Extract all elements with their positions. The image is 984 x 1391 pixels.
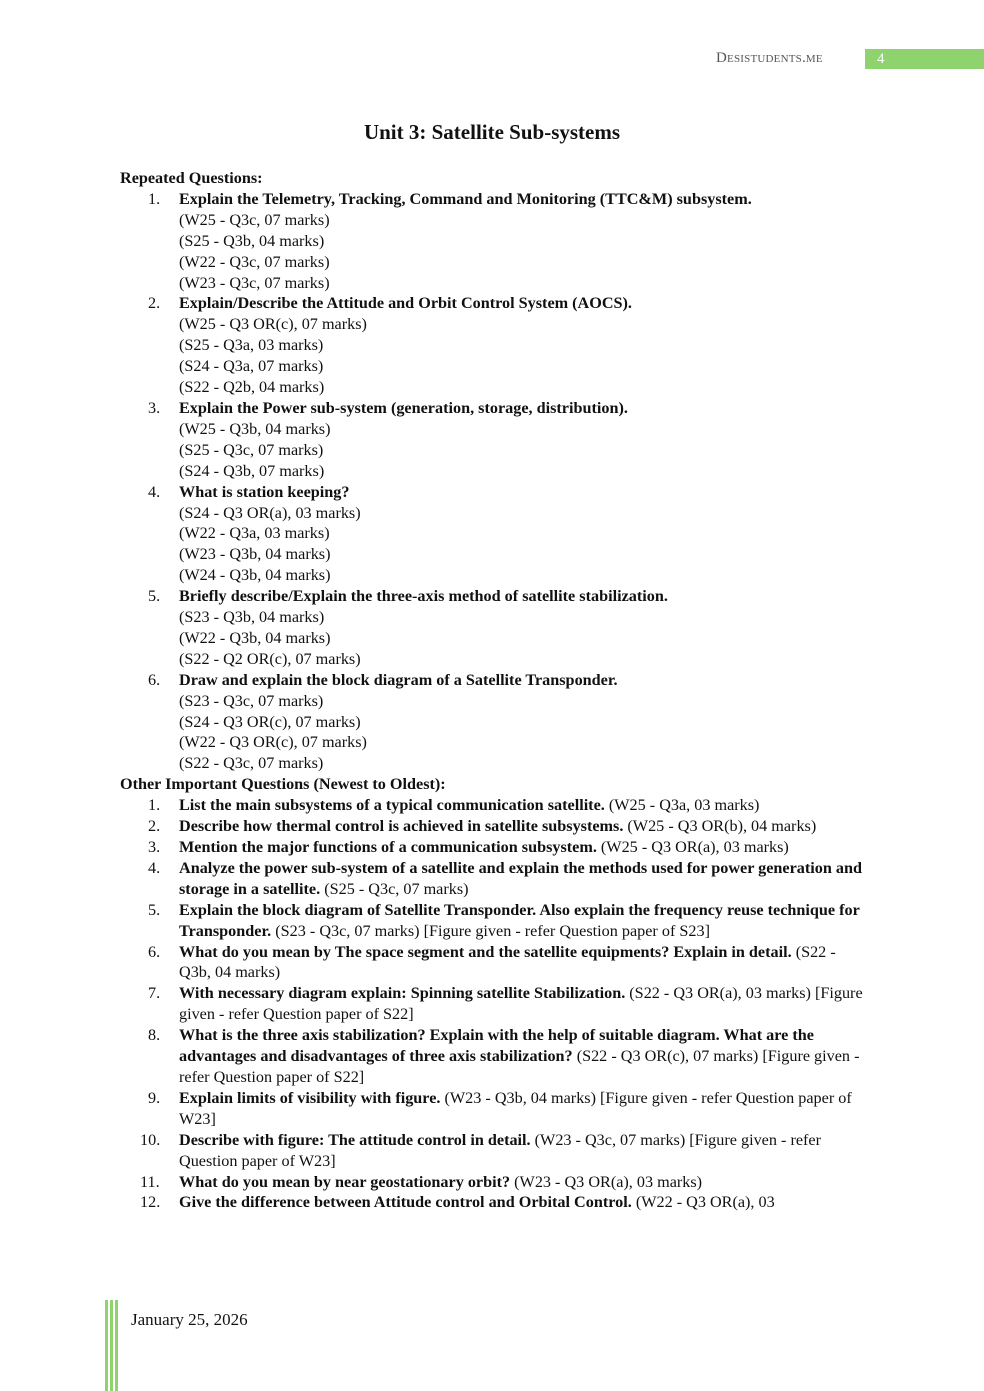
document-body [120, 168, 870, 1213]
exam-reference: (W24 - Q3b, 04 marks) [179, 566, 331, 585]
other-question-item [120, 983, 870, 1025]
exam-reference: (S23 - Q3b, 04 marks) [179, 608, 325, 627]
other-question-item [120, 1130, 870, 1172]
other-question-item [120, 1192, 870, 1213]
question-text: Describe how thermal control is achieved in satellite subsystems. [179, 817, 624, 836]
question-text: Analyze the power sub-system of a satellite and explain the methods used for power generation and storage in a satellite. [179, 858, 863, 898]
other-questions-list [120, 795, 870, 1213]
question-number: 6. [148, 942, 161, 961]
exam-reference: (S25 - Q3c, 07 marks) [324, 879, 469, 898]
repeated-questions-heading: Repeated Questions: [120, 169, 263, 187]
page-title: Unit 3: Satellite Sub-systems [363, 120, 621, 144]
exam-reference: (S23 - Q3c, 07 marks) [179, 691, 324, 710]
question-text: Describe with figure: The attitude control in detail. [179, 1130, 531, 1149]
question-number: 1. [148, 189, 161, 208]
question-text: Explain limits of visibility with figure. [179, 1088, 441, 1107]
other-question-item [120, 816, 870, 837]
question-number: 11. [140, 1172, 160, 1191]
question-text: What do you mean by near geostationary orbit? [179, 1172, 511, 1191]
question-number: 10. [140, 1130, 161, 1149]
question-text: Explain the Power sub-system (generation, storage, distribution). [179, 398, 628, 417]
exam-reference: (W22 - Q3a, 03 marks) [179, 524, 330, 543]
question-number: 8. [148, 1026, 161, 1045]
exam-reference: (S24 - Q3 OR(a), 03 marks) [179, 503, 361, 522]
exam-reference: (S25 - Q3a, 03 marks) [179, 336, 324, 355]
other-question-item [120, 837, 870, 858]
other-question-item [120, 1025, 870, 1088]
exam-reference: (S22 - Q3 OR(c), 07 marks) [Figure given - refer Question paper of S22] [179, 1047, 860, 1086]
question-number: 4. [148, 482, 161, 501]
question-text: Draw and explain the block diagram of a Satellite Transponder. [179, 670, 618, 689]
exam-reference: (W23 - Q3 OR(a), 03 marks) [514, 1172, 703, 1191]
question-number: 4. [148, 858, 161, 877]
exam-reference: (W25 - Q3 OR(b), 04 marks) [627, 817, 817, 836]
exam-reference: (W25 - Q3c, 07 marks) [179, 210, 330, 229]
exam-reference: (W22 - Q3 OR(a), 03 [635, 1193, 775, 1212]
other-question-item [120, 942, 870, 984]
question-text: What is station keeping? [179, 482, 350, 501]
exam-reference: (W23 - Q3c, 07 marks) [179, 273, 330, 292]
exam-reference: (S23 - Q3c, 07 marks) [Figure given - refer Question paper of S23] [275, 921, 710, 940]
exam-reference: (W22 - Q3 OR(c), 07 marks) [179, 733, 367, 752]
question-number: 3. [148, 398, 161, 417]
other-question-item [120, 858, 870, 900]
repeated-questions-list [120, 189, 870, 774]
other-question-item [120, 1172, 870, 1193]
exam-reference: (W23 - Q3b, 04 marks) [179, 545, 331, 564]
exam-reference: (W25 - Q3a, 03 marks) [608, 796, 760, 815]
question-text: Give the difference between Attitude control and Orbital Control. [179, 1193, 632, 1212]
exam-reference: (W22 - Q3c, 07 marks) [179, 252, 330, 271]
exam-reference: (W23 - Q3c, 07 marks) [Figure given - refer Question paper of W23] [179, 1130, 821, 1170]
exam-reference: (S24 - Q3b, 07 marks) [179, 461, 325, 480]
exam-reference: (W25 - Q3 OR(a), 03 marks) [600, 838, 789, 856]
question-text: Briefly describe/Explain the three-axis method of satellite stabilization. [179, 587, 668, 606]
exam-reference: (S25 - Q3b, 04 marks) [179, 231, 325, 250]
question-text: What do you mean by The space segment and the satellite equipments? Explain in detail. [179, 942, 792, 961]
question-number: 6. [148, 670, 161, 689]
repeated-question-item [120, 482, 870, 587]
exam-reference: (W25 - Q3b, 04 marks) [179, 419, 331, 438]
repeated-question-item [120, 670, 870, 775]
question-text: List the main subsystems of a typical communication satellite. [179, 796, 605, 815]
question-number: 1. [148, 796, 161, 815]
question-text: Explain the Telemetry, Tracking, Command and Monitoring (TTC&M) subsystem. [179, 189, 752, 208]
exam-reference: (S22 - Q2b, 04 marks) [179, 378, 325, 397]
page-number-badge: 4 [865, 49, 984, 69]
question-text: Mention the major functions of a communication subsystem. [179, 838, 597, 856]
exam-reference: (S24 - Q3a, 07 marks) [179, 357, 324, 376]
question-number: 2. [148, 817, 161, 836]
question-number: 9. [148, 1088, 161, 1107]
exam-reference: (S22 - Q3c, 07 marks) [179, 754, 324, 773]
other-question-item [120, 900, 870, 942]
question-number: 5. [148, 587, 161, 606]
question-number: 7. [148, 984, 161, 1003]
exam-reference: (W25 - Q3 OR(c), 07 marks) [179, 315, 367, 334]
exam-reference: (S25 - Q3c, 07 marks) [179, 440, 324, 459]
question-text: With necessary diagram explain: Spinning satellite Stabilization. [179, 984, 626, 1003]
question-number: 3. [148, 838, 161, 856]
exam-reference: (S22 - Q3 OR(a), 03 marks) [Figure given - refer Question paper of S22] [179, 984, 863, 1024]
question-number: 5. [148, 900, 161, 919]
exam-reference: (W22 - Q3b, 04 marks) [179, 628, 331, 647]
repeated-question-item [120, 398, 870, 482]
exam-reference: (S24 - Q3 OR(c), 07 marks) [179, 712, 361, 731]
exam-reference: (S22 - Q2 OR(c), 07 marks) [179, 649, 361, 668]
question-text: Explain/Describe the Attitude and Orbit Control System (AOCS). [179, 294, 632, 313]
header-brand: Desistudents.me [716, 50, 823, 66]
question-number: 2. [148, 294, 161, 313]
question-text: What is the three axis stabilization? Explain with the help of suitable diagram. What are the advantages and disadvantages of three axis stabilization? [179, 1026, 814, 1066]
other-question-item [120, 1088, 870, 1130]
footer-accent-bars [105, 1300, 119, 1391]
exam-reference: (S22 - Q3b, 04 marks) [179, 942, 836, 982]
footer-date: January 25, 2026 [131, 1310, 248, 1329]
question-number: 12. [140, 1193, 161, 1212]
repeated-question-item [120, 293, 870, 398]
other-questions-heading: Other Important Questions (Newest to Oldest): [120, 775, 446, 794]
repeated-question-item [120, 189, 870, 294]
question-text: Explain the block diagram of Satellite Transponder. Also explain the frequency reuse technique for Transponder. [179, 900, 860, 940]
repeated-question-item [120, 586, 870, 670]
other-question-item [120, 795, 870, 816]
exam-reference: (W23 - Q3b, 04 marks) [Figure given - refer Question paper of W23] [179, 1088, 852, 1128]
